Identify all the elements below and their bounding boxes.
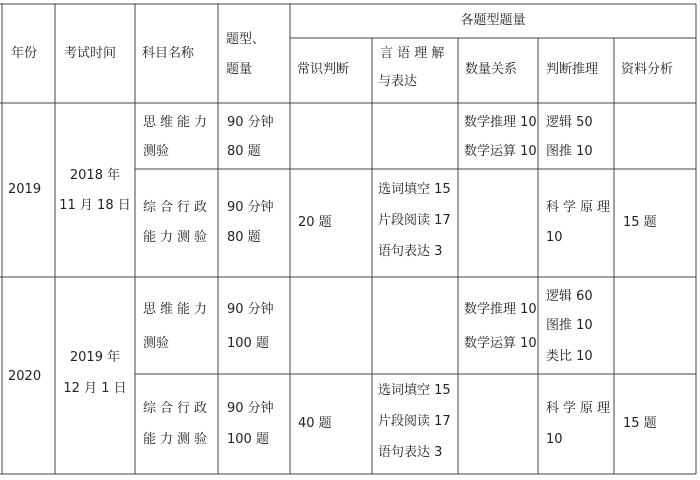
reason-thinking-2020-a: 逻辑 60 bbox=[546, 289, 593, 304]
count-thinking-2020: 100 题 bbox=[227, 336, 269, 351]
header-data-analysis: 资料分析 bbox=[621, 62, 674, 77]
subject-admin-2020: 综合行政 bbox=[143, 401, 212, 416]
duration-admin-2020: 90 分钟 bbox=[227, 401, 274, 416]
reason-thinking-2019-b: 图推 10 bbox=[546, 144, 593, 159]
count-thinking-2019: 80 题 bbox=[227, 144, 261, 159]
header-group: 各题型题量 bbox=[460, 13, 526, 28]
reason-thinking-2019-a: 逻辑 50 bbox=[546, 115, 593, 130]
verbal-admin-2019-a: 选词填空 15 bbox=[378, 182, 451, 197]
verbal-admin-2020-b: 片段阅读 17 bbox=[378, 414, 451, 429]
quant-thinking-2020-b: 数学运算 10 bbox=[464, 336, 537, 351]
header-exam-time: 考试时间 bbox=[64, 46, 117, 61]
reason-admin-2019: 科学原理 bbox=[546, 200, 615, 215]
subject-admin-2019: 综合行政 bbox=[143, 200, 212, 215]
common-admin-2019: 20 题 bbox=[298, 215, 332, 230]
year-2020: 2020 bbox=[8, 369, 42, 384]
reason-thinking-2020-b: 图推 10 bbox=[546, 318, 593, 333]
duration-admin-2019: 90 分钟 bbox=[227, 200, 274, 215]
header-verbal: 言 语 理 解 bbox=[380, 46, 445, 61]
header-verbal-line2: 与表达 bbox=[378, 74, 418, 89]
header-reasoning: 判断推理 bbox=[546, 62, 599, 77]
verbal-admin-2019-b: 片段阅读 17 bbox=[378, 213, 451, 228]
subject-thinking-2019: 思维能力 bbox=[143, 115, 212, 130]
data-admin-2020: 15 题 bbox=[623, 416, 657, 431]
verbal-admin-2019-c: 语句表达 3 bbox=[378, 244, 443, 259]
subject-thinking-2020: 思维能力 bbox=[143, 302, 212, 317]
subject-admin-2020-line2: 能力测验 bbox=[143, 432, 212, 447]
duration-thinking-2020: 90 分钟 bbox=[227, 302, 274, 317]
subject-admin-2019-line2: 能力测验 bbox=[143, 230, 212, 245]
reason-thinking-2020-c: 类比 10 bbox=[546, 349, 593, 364]
duration-thinking-2019: 90 分钟 bbox=[227, 115, 274, 130]
exam-time-2020: 2019 年 bbox=[69, 350, 121, 365]
exam-time-2019: 2018 年 bbox=[69, 168, 121, 183]
quant-thinking-2020-a: 数学推理 10 bbox=[464, 302, 537, 317]
quant-thinking-2019-a: 数学推理 10 bbox=[464, 115, 537, 130]
header-year: 年份 bbox=[11, 46, 38, 61]
exam-time-2019-date: 11 月 18 日 bbox=[59, 198, 131, 213]
common-admin-2020: 40 题 bbox=[298, 416, 332, 431]
header-common-sense: 常识判断 bbox=[297, 62, 350, 77]
header-question-type: 题型、 bbox=[226, 32, 266, 47]
header-question-count: 题量 bbox=[226, 62, 253, 77]
verbal-admin-2020-c: 语句表达 3 bbox=[378, 445, 443, 460]
quant-thinking-2019-b: 数学运算 10 bbox=[464, 144, 537, 159]
reason-admin-2019-count: 10 bbox=[546, 230, 563, 245]
data-admin-2019: 15 题 bbox=[623, 215, 657, 230]
header-subject: 科目名称 bbox=[142, 46, 195, 61]
exam-time-2020-date: 12 月 1 日 bbox=[63, 381, 127, 396]
verbal-admin-2020-a: 选词填空 15 bbox=[378, 383, 451, 398]
count-admin-2019: 80 题 bbox=[227, 230, 261, 245]
year-2019: 2019 bbox=[8, 182, 42, 197]
subject-thinking-2020-line2: 测验 bbox=[143, 336, 170, 351]
reason-admin-2020-count: 10 bbox=[546, 432, 563, 447]
subject-thinking-2019-line2: 测验 bbox=[143, 144, 170, 159]
header-quantitative: 数量关系 bbox=[465, 62, 518, 77]
reason-admin-2020: 科学原理 bbox=[546, 401, 615, 416]
count-admin-2020: 100 题 bbox=[227, 432, 269, 447]
